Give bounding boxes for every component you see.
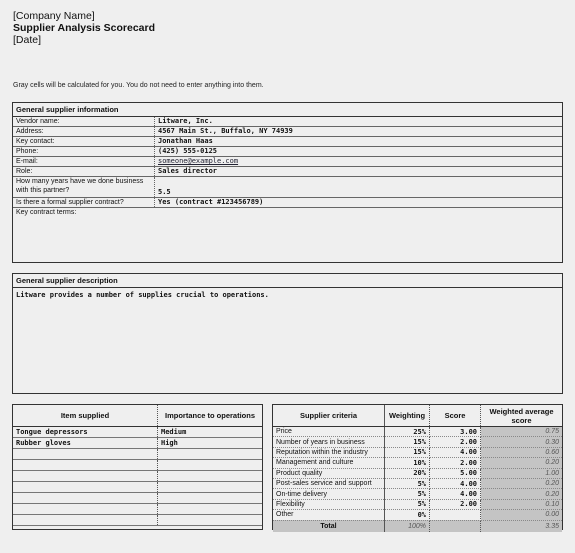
- table-row: [273, 468, 562, 478]
- document-header: [13, 10, 155, 46]
- info-label: Key contact:: [13, 137, 155, 146]
- score-cell[interactable]: 2.00: [430, 458, 481, 468]
- weighting-header: Weighting: [385, 405, 430, 427]
- key-contract-terms-label: Key contract terms:: [16, 209, 77, 216]
- criteria-cell[interactable]: Management and culture: [273, 458, 385, 468]
- importance-cell[interactable]: [158, 449, 263, 460]
- key-contract-terms-row[interactable]: [13, 208, 562, 255]
- importance-cell[interactable]: [158, 493, 263, 504]
- item-name-cell[interactable]: [13, 493, 158, 504]
- info-value[interactable]: 5.5: [158, 188, 171, 196]
- items-section: [12, 404, 263, 530]
- score-cell[interactable]: [430, 510, 481, 520]
- info-value[interactable]: (425) 555-0125: [158, 147, 218, 155]
- description-section: [12, 273, 563, 394]
- criteria-table: [273, 405, 562, 532]
- criteria-cell[interactable]: Other: [273, 510, 385, 520]
- info-row: [13, 117, 562, 127]
- criteria-cell[interactable]: Flexibility: [273, 499, 385, 509]
- weighted-average-cell: 0.20: [481, 478, 563, 488]
- score-cell[interactable]: 2.00: [430, 499, 481, 509]
- table-row: [13, 482, 262, 493]
- table-row: [273, 478, 562, 488]
- general-info-section: [12, 102, 563, 263]
- instruction-note: Gray cells will be calculated for you. You do not need to enter anything into them.: [13, 82, 264, 89]
- item-supplied-header: Item supplied: [13, 405, 158, 427]
- item-name-cell[interactable]: [13, 482, 158, 493]
- info-label: E-mail:: [13, 157, 155, 166]
- importance-cell[interactable]: [158, 471, 263, 482]
- score-cell[interactable]: 3.00: [430, 427, 481, 437]
- importance-cell[interactable]: High: [158, 438, 263, 449]
- criteria-cell[interactable]: Number of years in business: [273, 437, 385, 447]
- criteria-header: Supplier criteria: [273, 405, 385, 427]
- item-name-cell[interactable]: [13, 471, 158, 482]
- weighted-average-cell: 1.00: [481, 468, 563, 478]
- info-label: How many years have we done business with this partner?: [13, 177, 155, 197]
- info-row: [13, 127, 562, 137]
- criteria-cell[interactable]: Price: [273, 427, 385, 437]
- criteria-cell[interactable]: Reputation within the industry: [273, 447, 385, 457]
- criteria-cell[interactable]: Post-sales service and support: [273, 478, 385, 488]
- weighted-average-cell: 0.10: [481, 499, 563, 509]
- score-cell[interactable]: 4.00: [430, 478, 481, 488]
- criteria-section: [272, 404, 563, 530]
- info-row: [13, 167, 562, 177]
- total-score-cell: [430, 520, 481, 532]
- company-name[interactable]: [Company Name]: [13, 10, 95, 22]
- description-title: General supplier description: [13, 274, 562, 288]
- table-row: [13, 438, 262, 449]
- info-label: Role:: [13, 167, 155, 176]
- importance-cell[interactable]: Medium: [158, 427, 263, 438]
- item-name-cell[interactable]: [13, 515, 158, 526]
- info-value[interactable]: Yes (contract #123456789): [158, 198, 264, 206]
- importance-cell[interactable]: [158, 482, 263, 493]
- table-row: [273, 458, 562, 468]
- weighting-cell[interactable]: 5%: [385, 489, 430, 499]
- table-row: [13, 504, 262, 515]
- items-table: [13, 405, 262, 526]
- weighting-cell[interactable]: 15%: [385, 447, 430, 457]
- table-row: [273, 489, 562, 499]
- email-link[interactable]: someone@example.com: [158, 157, 239, 165]
- table-row: [13, 471, 262, 482]
- total-weighted-average-cell: 3.35: [481, 520, 563, 532]
- info-row: [13, 137, 562, 147]
- importance-cell[interactable]: [158, 460, 263, 471]
- info-label: Address:: [13, 127, 155, 136]
- item-name-cell[interactable]: [13, 460, 158, 471]
- score-cell[interactable]: 2.00: [430, 437, 481, 447]
- total-weighting-cell: 100%: [385, 520, 430, 532]
- table-row: [273, 447, 562, 457]
- general-info-title: General supplier information: [13, 103, 562, 117]
- weighted-average-cell: 0.30: [481, 437, 563, 447]
- general-info-table: [13, 117, 562, 208]
- weighting-cell[interactable]: 20%: [385, 468, 430, 478]
- table-row: [13, 427, 262, 438]
- item-name-cell[interactable]: Rubber gloves: [13, 438, 158, 449]
- document-date[interactable]: [Date]: [13, 34, 42, 46]
- importance-header: Importance to operations: [158, 405, 263, 427]
- item-name-cell[interactable]: [13, 449, 158, 460]
- score-cell[interactable]: 4.00: [430, 489, 481, 499]
- info-value[interactable]: Litware, Inc.: [158, 117, 213, 125]
- weighted-average-cell: 0.60: [481, 447, 563, 457]
- weighted-average-cell: 0.20: [481, 458, 563, 468]
- info-row: [13, 177, 562, 198]
- weighted-average-cell: 0.20: [481, 489, 563, 499]
- item-name-cell[interactable]: Tongue depressors: [13, 427, 158, 438]
- weighting-cell[interactable]: 25%: [385, 427, 430, 437]
- weighted-average-cell: 0.00: [481, 510, 563, 520]
- table-row: [13, 460, 262, 471]
- info-label: Phone:: [13, 147, 155, 156]
- criteria-cell[interactable]: On-time delivery: [273, 489, 385, 499]
- table-row: [273, 499, 562, 509]
- info-row: [13, 157, 562, 167]
- weighting-cell[interactable]: 5%: [385, 499, 430, 509]
- weighting-cell[interactable]: 10%: [385, 458, 430, 468]
- item-name-cell[interactable]: [13, 504, 158, 515]
- info-label: Is there a formal supplier contract?: [13, 198, 155, 207]
- info-value[interactable]: Jonathan Haas: [158, 137, 213, 145]
- description-text[interactable]: Litware provides a number of supplies crucial to operations.: [16, 291, 269, 299]
- table-row: [13, 515, 262, 526]
- importance-cell[interactable]: [158, 504, 263, 515]
- total-row: [273, 520, 562, 532]
- weighted-average-cell: 0.75: [481, 427, 563, 437]
- info-label: Vendor name:: [13, 117, 155, 126]
- info-value[interactable]: 4567 Main St., Buffalo, NY 74939: [158, 127, 293, 135]
- importance-cell[interactable]: [158, 515, 263, 526]
- weighting-cell[interactable]: 15%: [385, 437, 430, 447]
- info-value[interactable]: Sales director: [158, 167, 218, 175]
- weighting-cell[interactable]: 5%: [385, 478, 430, 488]
- score-header: Score: [430, 405, 481, 427]
- info-row: [13, 198, 562, 208]
- score-cell[interactable]: 4.00: [430, 447, 481, 457]
- table-row: [273, 427, 562, 437]
- table-row: [13, 493, 262, 504]
- score-cell[interactable]: 5.00: [430, 468, 481, 478]
- total-criteria-cell: Total: [273, 520, 385, 532]
- criteria-cell[interactable]: Product quality: [273, 468, 385, 478]
- weighted-average-header: Weighted average score: [481, 405, 563, 427]
- document-title: Supplier Analysis Scorecard: [13, 22, 156, 34]
- table-row: [13, 449, 262, 460]
- table-row: [273, 510, 562, 520]
- info-row: [13, 147, 562, 157]
- weighting-cell[interactable]: 0%: [385, 510, 430, 520]
- table-row: [273, 437, 562, 447]
